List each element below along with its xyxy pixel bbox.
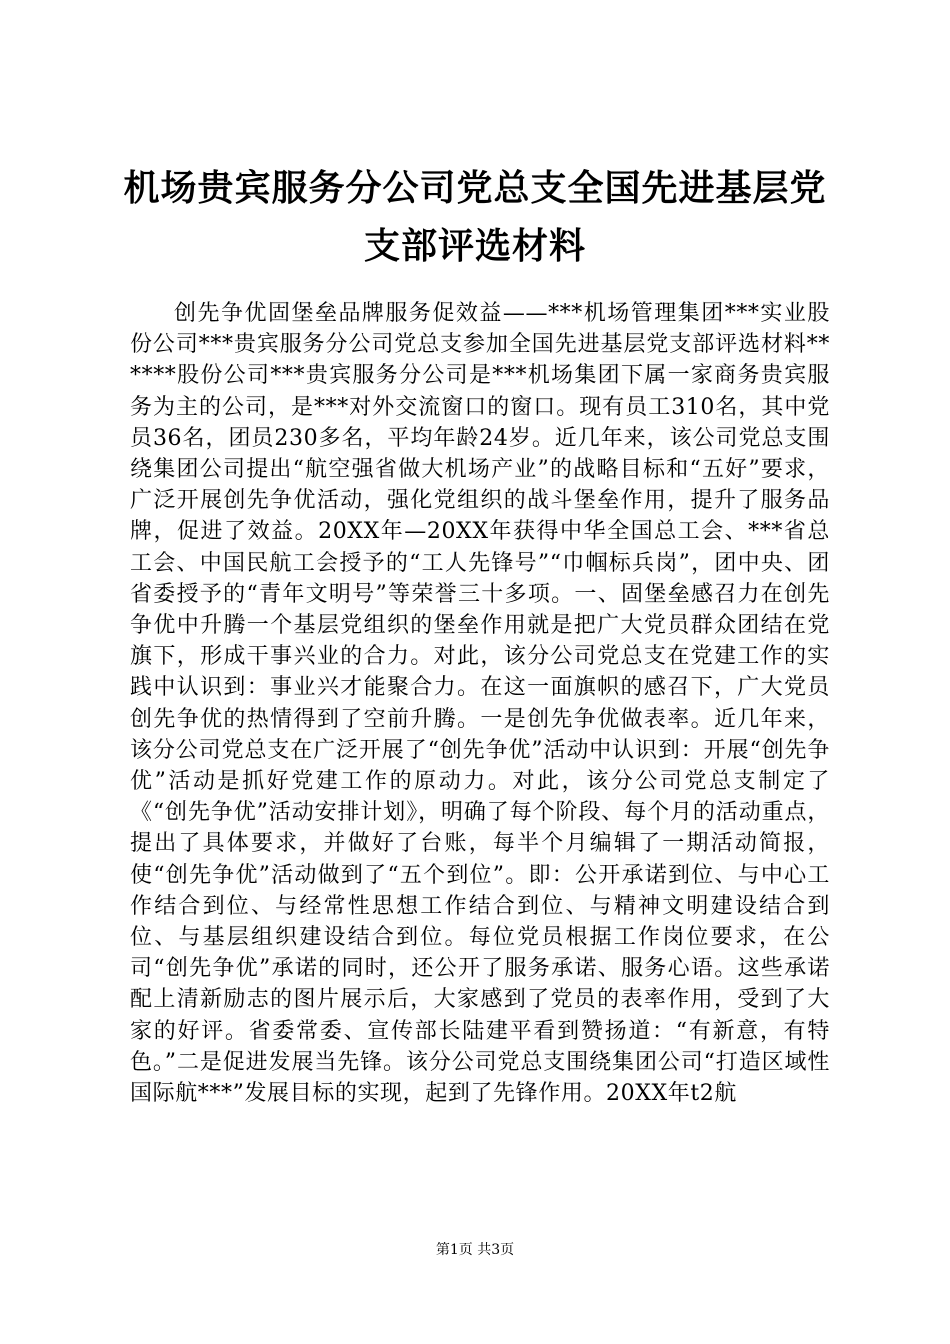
document-title: 机场贵宾服务分公司党总支全国先进基层党支部评选材料 [123,168,827,267]
document-body: 创先争优固堡垒品牌服务促效益——***机场管理集团***实业股份公司***贵宾服务分公司党总支参加全国先进基层党支部评选材料******股份公司***贵宾服务分公司是***机场集团下属一家商务贵宾服务为主的公司，是***对外交流窗口的窗口。现有员工310名，其中党员36名，团员230多名，平均年龄24岁。近几年来，该公司党总支围绕集团公司提出“航空强省做大机场产业”的战略目标和“五好”要求，广泛开展创先争优活动，强化党组织的战斗堡垒作用，提升了服务品牌，促进了效益。20XX年—20XX年获得中华全国总工会、***省总工会、中国民航工会授予的“工人先锋号”“巾帼标兵岗”，团中央、团省委授予的“青年文明号”等荣誉三十多项。一、固堡垒感召力在创先争优中升腾一个基层党组织的堡垒作用就是把广大党员群众团结在党旗下，形成干事兴业的合力。对此，该分公司党总支在党建工作的实践中认识到：事业兴才能聚合力。在这一面旗帜的感召下，广大党员创先争优的热情得到了空前升腾。一是创先争优做表率。近几年来，该分公司党总支在广泛开展了“创先争优”活动中认识到：开展“创先争优”活动是抓好党建工作的原动力。对此，该分公司党总支制定了《“创先争优”活动安排计划》，明确了每个阶段、每个月的活动重点，提出了具体要求，并做好了台账，每半个月编辑了一期活动简报，使“创先争优”活动做到了“五个到位”。即：公开承诺到位、与中心工作结合到位、与经常性思想工作结合到位、与精神文明建设结合到位、与基层组织建设结合到位。每位党员根据工作岗位要求，在公司“创先争优”承诺的同时，还公开了服务承诺、服务心语。这些承诺配上清新励志的图片展示后，大家感到了党员的表率作用，受到了大家的好评。省委常委、宣传部长陆建平看到赞扬道：“有新意，有特色。”二是促进发展当先锋。该分公司党总支围绕集团公司“打造区域性国际航***”发展目标的实现，起到了先锋作用。20XX年t2航 [130,301,830,1107]
page-number: 第1页 共3页 [435,1242,515,1258]
